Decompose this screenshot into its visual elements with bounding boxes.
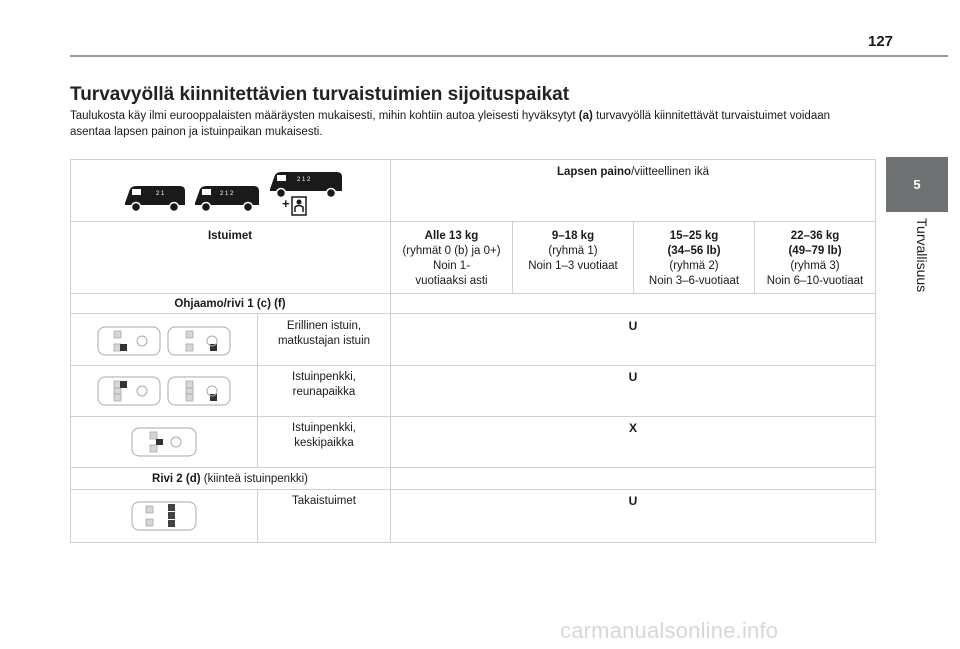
row-bench-outer-value: U bbox=[628, 370, 638, 384]
page-title: Turvavyöllä kiinnitettävien turvaistuimien sijoituspaikat bbox=[70, 84, 570, 105]
weight-header-rest: /viitteellinen ikä bbox=[631, 166, 710, 178]
group-3-age: Noin 6–10-vuotiaat bbox=[766, 275, 864, 287]
van-icons bbox=[122, 169, 362, 217]
group-1-header bbox=[513, 229, 633, 274]
group-3-weight: 22–36 kg bbox=[790, 230, 840, 242]
row-bench-middle-label-b: keskipaikka bbox=[294, 437, 354, 449]
row-bench-outer-label-a: Istuinpenkki, bbox=[292, 371, 356, 383]
svg-text:+: + bbox=[282, 196, 290, 211]
row-rear-seats-value: U bbox=[628, 494, 638, 508]
table-rule bbox=[70, 365, 876, 366]
row-rear-seats-label: Takaistuimet bbox=[292, 495, 356, 507]
table-rule bbox=[70, 489, 876, 490]
child-seat-icon bbox=[282, 196, 306, 215]
section-title: Turvallisuus bbox=[914, 218, 930, 293]
row-bench-outer-label-b: reunapaikka bbox=[292, 386, 356, 398]
row-passenger-seat-value: U bbox=[628, 319, 638, 333]
row-bench-middle-value: X bbox=[628, 421, 637, 435]
group-0-weight: Alle 13 kg bbox=[424, 230, 479, 242]
weight-header-bold: Lapsen paino bbox=[556, 166, 632, 178]
group-2-weight: 15–25 kg bbox=[669, 230, 719, 242]
intro-part-1: Taulukosta käy ilmi eurooppalaisten määräysten mukaisesti, mihin kohtiin autoa yleisesti hyväksytyt bbox=[70, 110, 579, 122]
group-2-weight-lb: (34–56 lb) bbox=[667, 245, 721, 257]
section-row2-label-rest: (kiinteä istuinpenkki) bbox=[200, 473, 308, 485]
car-seat-layout-icon bbox=[96, 375, 238, 407]
table-rule bbox=[390, 159, 391, 543]
car-seat-layout-icon bbox=[130, 500, 200, 532]
intro-part-2: turvavyöllä kiinnitettävät turvaistuimet voidaan asentaa lapsen painon ja istuinpaikan mukaisesti. bbox=[70, 110, 831, 138]
group-0-header bbox=[391, 229, 512, 289]
section-front-label: Ohjaamo/rivi 1 (c) (f) bbox=[174, 298, 286, 310]
row-passenger-seat-label-b: matkustajan istuin bbox=[277, 335, 371, 347]
car-seat-layout-icon bbox=[130, 426, 200, 458]
group-3-weight-lb: (49–79 lb) bbox=[788, 245, 842, 257]
group-1-age: Noin 1–3 vuotiaat bbox=[528, 260, 618, 272]
intro-text bbox=[70, 108, 870, 140]
row-bench-middle-label bbox=[258, 421, 390, 451]
svg-text:2 1: 2 1 bbox=[156, 191, 165, 197]
group-0-class: (ryhmät 0 (b) ja 0+) bbox=[402, 245, 501, 257]
section-row2-label bbox=[70, 472, 390, 487]
table-rule bbox=[70, 416, 876, 417]
group-2-age: Noin 3–6-vuotiaat bbox=[648, 275, 740, 287]
row-bench-middle-label-a: Istuinpenkki, bbox=[292, 422, 356, 434]
group-3-header bbox=[755, 229, 875, 289]
group-0-age: Noin 1-vuotiaaksi asti bbox=[415, 260, 488, 287]
table-rule bbox=[70, 159, 876, 160]
group-3-class: (ryhmä 3) bbox=[790, 260, 840, 272]
page-number: 127 bbox=[868, 33, 894, 50]
group-1-class: (ryhmä 1) bbox=[548, 245, 598, 257]
intro-reference: (a) bbox=[578, 110, 593, 122]
table-rule bbox=[70, 293, 876, 294]
section-tab[interactable]: 5 bbox=[886, 157, 948, 212]
table-rule bbox=[875, 159, 876, 543]
van-medium-icon bbox=[195, 186, 259, 212]
row-bench-outer-label bbox=[258, 370, 390, 400]
watermark: carmanualsonline.info bbox=[560, 618, 779, 643]
van-short-icon bbox=[125, 186, 185, 212]
weight-header bbox=[391, 165, 875, 180]
header-rule bbox=[70, 55, 948, 57]
group-2-class: (ryhmä 2) bbox=[669, 260, 719, 272]
row-passenger-seat-label bbox=[258, 319, 390, 349]
group-2-header bbox=[634, 229, 754, 289]
table-rule bbox=[70, 221, 876, 222]
section-row2-label-bold: Rivi 2 (d) bbox=[152, 473, 201, 485]
table-rule bbox=[70, 542, 876, 543]
svg-text:2 1 2: 2 1 2 bbox=[297, 177, 311, 183]
table-rule bbox=[70, 313, 876, 314]
child-seat-table bbox=[70, 159, 876, 543]
car-seat-layout-icon bbox=[96, 325, 238, 357]
table-rule bbox=[70, 467, 876, 468]
group-1-weight: 9–18 kg bbox=[551, 230, 595, 242]
row-passenger-seat-label-a: Erillinen istuin, bbox=[286, 320, 362, 332]
seats-column-header: Istuimet bbox=[207, 230, 253, 242]
svg-text:2 1 2: 2 1 2 bbox=[220, 191, 234, 197]
van-long-icon bbox=[270, 172, 342, 198]
